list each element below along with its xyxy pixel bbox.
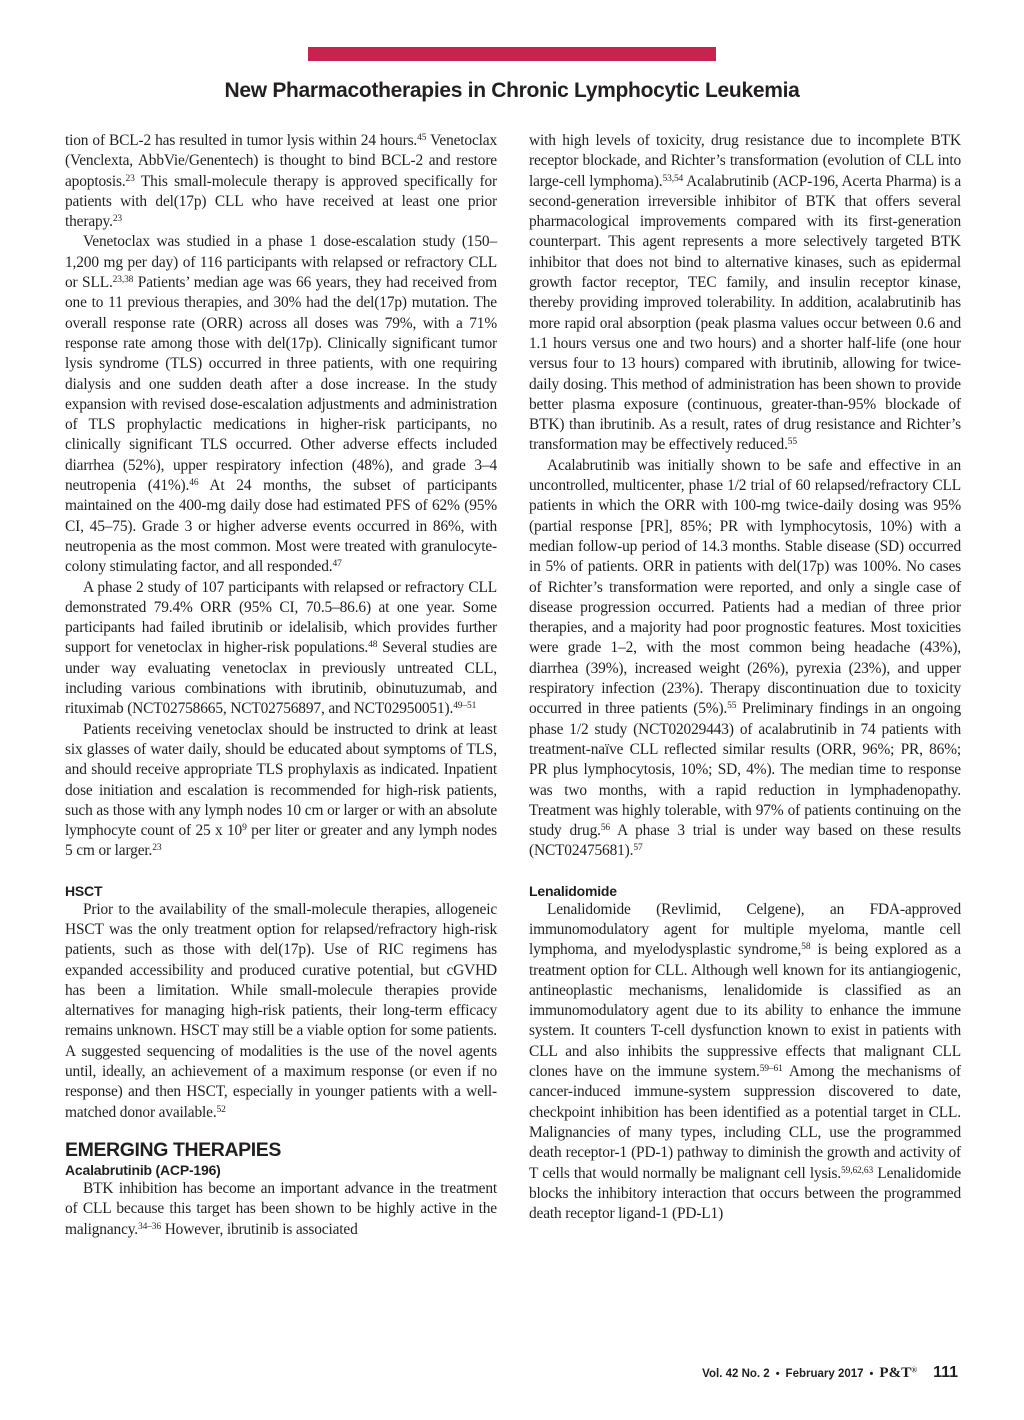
section-heading-hsct: HSCT [65, 882, 103, 899]
paragraph: BTK inhibition has become an important advance in the treatment of CLL because this target has been shown to be highly active in the malignancy.$^{34-36}$ However, ibrutinib is associated [65, 1179, 497, 1238]
footer-date: February 2017 [785, 1368, 864, 1380]
page-number: 111 [933, 1364, 958, 1381]
right-column [529, 131, 961, 1224]
page-footer [702, 1364, 958, 1382]
footer-journal: P&T® [879, 1365, 918, 1381]
footer-bullet: • [869, 1368, 874, 1380]
paragraph: Prior to the availability of the small-molecule therapies, allogeneic HSCT was the only treatment option for relapsed/refractory high-risk patients, such as those with del(17p). Use of RIC regimens has expanded accessibility and produced curative potential, but cGVHD has been a limitation. While small-molecule therapies provide alternatives for managing high-risk patients, their long-term efficacy remains unknown. HSCT may still be a viable option for some patients. A suggested sequencing of modalities is the use of the novel agents until, ideally, an achievement of a maximum response (or even if no response) and then HSCT, especially in younger patients with a well-matched donor available.$^{52}$ [65, 900, 497, 1121]
footer-volume: Vol. 42 No. 2 [702, 1368, 770, 1380]
paragraph: Lenalidomide (Revlimid, Celgene), an FDA-approved immunomodulatory agent for multiple myeloma, mantle cell lymphoma, and myelodysplastic syndrome,$^{58}$ is being explored as a treatment option for CLL. Although well known for its antiangiogenic, antineoplastic mechanisms, lenalidomide is classified as an immunomodulatory agent due to its ability to enhance the immune system. It counters T-cell dysfunction known to exist in patients with CLL and also inhibits the suppressive effects that malignant CLL clones have on the immune system.$^{59-61}$ Among the mechanisms of cancer-induced immune-system suppression discovered to date, checkpoint inhibition has been identified as a potential target in CLL. Malignancies of many types, including CLL, use the programmed death receptor-1 (PD-1) pathway to diminish the growth and activity of T cells that would normally be malignant cell lysis.$^{59,62,63}$ Lenalidomide blocks the inhibitory interaction that occurs between the programmed death receptor ligand-1 (PD-L1) [529, 900, 961, 1223]
running-title: New Pharmacotherapies in Chronic Lymphocytic Leukemia [224, 79, 800, 102]
header-accent-bar [308, 47, 716, 61]
paragraph: A phase 2 study of 107 participants with relapsed or refractory CLL demonstrated 79.4% ORR (95% CI, 70.5–86.6) at one year. Some participants had failed ibrutinib or idelalisib, which provides further support for venetoclax in higher-risk populations.$^{48}$ Several studies are under way evaluating venetoclax in previously untreated CLL, including various combinations with ibrutinib, obinutuzumab, and rituximab (NCT02758665, NCT02756897, and NCT02950051).$^{49-51}$ [65, 578, 498, 718]
paragraph: Patients receiving venetoclax should be instructed to drink at least six glasses of water daily, should be educated about symptoms of TLS, and should receive appropriate TLS prophylaxis as indicated. Inpatient dose initiation and escalation is recommended for high-risk patients, such as those with any lymph nodes 10 cm or larger or with an absolute lymphocyte count of 25 x $10^9$ per liter or greater and any lymph nodes 5 cm or larger.$^{23}$ [65, 720, 497, 860]
left-column [65, 131, 497, 1240]
footer-bullet: • [775, 1368, 780, 1380]
subsection-heading-lenalidomide: Lenalidomide [529, 882, 617, 899]
section-heading-emerging-therapies: EMERGING THERAPIES [65, 1138, 281, 1161]
paragraph: Acalabrutinib was initially shown to be safe and effective in an uncontrolled, multicenter, phase 1/2 trial of 60 relapsed/refractory CLL patients in which the ORR with 100-mg twice-daily dosing was 95% (partial response [PR], 85%; PR with lymphocytosis, 10%) with a median follow-up period of 14.3 months. Stable disease (SD) occurred in 5% of patients. ORR in patients with del(17p) was 100%. No cases of Richter’s transformation were reported, and only a single case of disease progression occurred. Patients had a median of three prior therapies, and a majority had poor prognostic features. Most toxicities were grade 1–2, with the most common being headache (43%), diarrhea (39%), increased weight (26%), pyrexia (23%), and upper respiratory infection (23%). Therapy discontinuation due to toxicity occurred in three patients (5%).$^{55}$ Preliminary findings in an ongoing phase 1/2 study (NCT02029443) of acalabrutinib in 74 patients with treatment-naïve CLL reflected similar results (ORR, 96%; PR, 86%; PR plus lymphocytosis, 10%; SD, 4%). The median time to response was two months, with a rapid reduction in lymphadenopathy. Treatment was highly tolerable, with 97% of patients continuing on the study drug.$^{56}$ A phase 3 trial is under way based on these results (NCT02475681).$^{57}$ [529, 456, 962, 860]
subsection-heading-acalabrutinib: Acalabrutinib (ACP-196) [65, 1161, 221, 1178]
paragraph: Venetoclax was studied in a phase 1 dose-escalation study (150–1,200 mg per day) of 116 participants with relapsed or refractory CLL or SLL.$^{23,38}$ Patients’ median age was 66 years, they had received from one to 11 previous therapies, and 30% had the del(17p) mutation. The overall response rate (ORR) across all doses was 79%, with a 71% response rate among those with del(17p). Clinically significant tumor lysis syndrome (TLS) occurred in three patients, with one requiring dialysis and one sudden death after a dose increase. In the study expansion with revised dose-escalation adjustments and administration of TLS prophylactic medications in higher-risk participants, no clinically significant TLS occurred. Other adverse effects included diarrhea (52%), upper respiratory infection (48%), and grade 3–4 neutropenia (41%).$^{46}$ At 24 months, the subset of participants maintained on the 400-mg daily dose had estimated PFS of 62% (95% CI, 45–75). Grade 3 or higher adverse events occurred in 86%, with neutropenia as the most common. Most were treated with granulocyte-colony stimulating factor, and all responded.$^{47}$ [65, 233, 497, 576]
paragraph: with high levels of toxicity, drug resistance due to incomplete BTK receptor blockade, and Richter’s transformation (evolution of CLL into large-cell lymphoma).$^{53,54}$ Acalabrutinib (ACP-196, Acerta Pharma) is a second-generation irreversible inhibitor of BTK that offers several pharmacological improvements compared with its first-generation counterpart. This agent represents a more selectively targeted BTK inhibitor that does not bind to alternative kinases, such as epidermal growth factor receptor, TEC family, and insulin receptor kinase, thereby providing improved tolerability. In addition, acalabrutinib has more rapid oral absorption (peak plasma values occur between 0.6 and 1.1 hours versus one and two hours) and a shorter half-life (one hour versus four to 13 hours) compared with ibrutinib, allowing for twice-daily dosing. This method of administration has been shown to provide better plasma exposure (continuous, greater-than-95% blockade of BTK) than ibrutinib. As a result, rates of drug resistance and Richter’s transformation may be effectively reduced.$^{55}$ [529, 132, 962, 454]
paragraph: tion of BCL-2 has resulted in tumor lysis within 24 hours.$^{45}$ Venetoclax (Venclexta, AbbVie/Genentech) is thought to bind BCL-2 and restore apoptosis.$^{23}$ This small-molecule therapy is approved specifically for patients with del(17p) CLL who have received at least one prior therapy.$^{23}$ [65, 132, 498, 231]
